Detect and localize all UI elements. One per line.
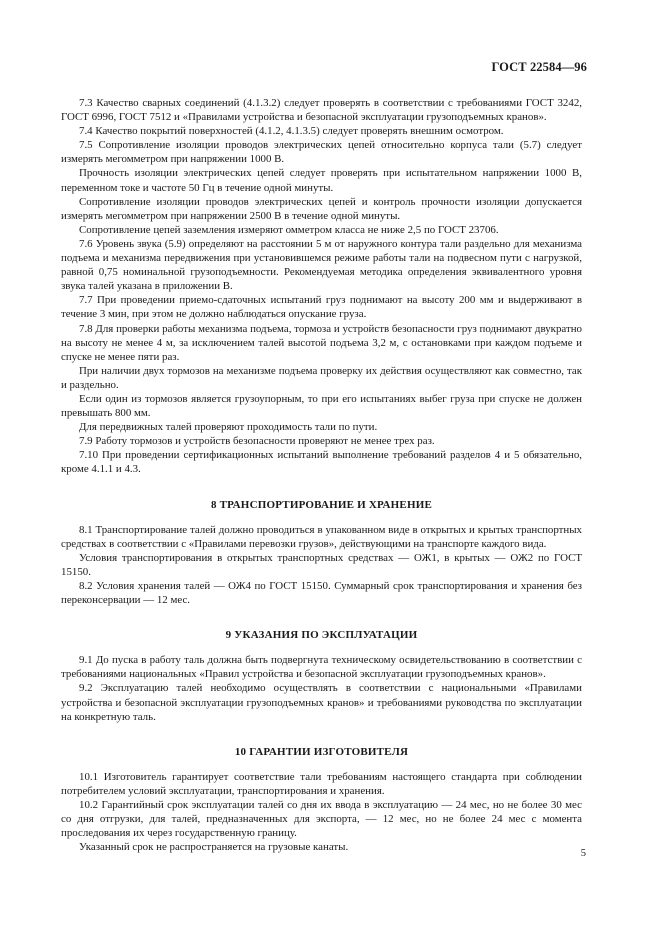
paragraph-7-4: 7.4 Качество покрытий поверхностей (4.1.2, 4.1.3.5) следует проверять внешним осмотром. (79, 125, 504, 138)
paragraph-7-5-insulation-strength: Прочность изоляции электрических цепей следует проверять при испытательном напряжении 1000 В, переменном токе и частоте 50 Гц в течение одной минуты. (61, 167, 582, 194)
document-code: ГОСТ 22584—96 (491, 60, 587, 74)
paragraph-8-2: 8.2 Условия хранения талей — ОЖ4 по ГОСТ 15150. Суммарный срок транспортирования и хранения без переконсервации — 12 мес. (61, 580, 582, 607)
paragraph-10-2: 10.2 Гарантийный срок эксплуатации талей со дня их ввода в эксплуатацию — 24 мес, но не более 30 мес со дня отгрузки, для талей, предназначенных для экспорта, — 12 мес, но не более 24 мес с момента проследования их через государственную границу. (61, 799, 582, 840)
paragraph-7-6: 7.6 Уровень звука (5.9) определяют на расстоянии 5 м от наружного контура тали раздельно для механизма подъема и механизма передвижения при установившемся режиме работы тали на подвесном пути с нагрузкой, равной 0,75 номинальной грузоподъемности. Рекомендуемая методика определения эквивалентного уровня звука талей указана в приложении В. (61, 237, 582, 293)
section-8-heading: 8 ТРАНСПОРТИРОВАНИЕ И ХРАНЕНИЕ (210, 498, 433, 511)
paragraph-8-1-conditions: Условия транспортирования в открытых транспортных средствах — ОЖ1, в крытых — ОЖ2 по ГОСТ 15150. (61, 551, 582, 578)
paragraph-7-3: 7.3 Качество сварных соединений (4.1.3.2) следует проверять в соответствии с требованиями ГОСТ 3242, ГОСТ 6996, ГОСТ 7512 и «Правилами устройства и безопасной эксплуатации грузоподъемных кранов». (61, 97, 582, 124)
paragraph-7-5-megohmmeter: Сопротивление изоляции проводов электрических цепей и контроль прочности изоляции допускается измерять мегомметром при напряжении 2500 В в течение одной минуты. (61, 195, 582, 222)
paragraph-7-7: 7.7 При проведении приемо-сдаточных испытаний груз поднимают на высоту 200 мм и выдерживают в течение 3 мин, при этом не должно наблюдаться опускание груза. (61, 294, 582, 321)
paragraph-9-2: 9.2 Эксплуатацию талей необходимо осуществлять в соответствии с национальными «Правилами устройства и безопасной эксплуатации грузоподъемных кранов» и требованиями руководства по эксплуатации на конкретную таль. (61, 682, 582, 723)
page-content (61, 96, 582, 854)
paragraph-7-8: 7.8 Для проверки работы механизма подъема, тормоза и устройств безопасности груз поднимают двукратно на высоту не менее 4 м, за исключением талей высотой подъема 3,2 м, с остановками при каждом подъеме и спуске не менее пяти раз. (61, 322, 582, 363)
section-10-heading: 10 ГАРАНТИИ ИЗГОТОВИТЕЛЯ (234, 745, 409, 758)
paragraph-10-2-ropes: Указанный срок не распространяется на грузовые канаты. (79, 841, 349, 854)
section-9-heading: 9 УКАЗАНИЯ ПО ЭКСПЛУАТАЦИИ (225, 629, 418, 642)
paragraph-7-8-mobile-hoists: Для передвижных талей проверяют проходимость тали по пути. (79, 421, 378, 434)
paragraph-7-5-grounding: Сопротивление цепей заземления измеряют омметром класса не ниже 2,5 по ГОСТ 23706. (79, 223, 499, 236)
page-number: 5 (580, 848, 586, 859)
paragraph-7-8-load-brake: Если один из тормозов является грузоупорным, то при его испытаниях выбег груза при спуске не должен превышать 800 мм. (61, 392, 582, 420)
paragraph-7-5: 7.5 Сопротивление изоляции проводов электрических цепей относительно корпуса тали (5.7) следует измерять мегомметром при напряжении 1000 В. (61, 139, 582, 166)
paragraph-9-1: 9.1 До пуска в работу таль должна быть подвергнута техническому освидетельствованию в соответствии с требованиями национальных «Правил устройства и безопасной эксплуатации грузоподъемных кранов». (61, 654, 582, 681)
paragraph-7-10: 7.10 При проведении сертификационных испытаний выполнение требований разделов 4 и 5 обязательно, кроме 4.1.1 и 4.3. (61, 449, 582, 476)
paragraph-8-1: 8.1 Транспортирование талей должно проводиться в упакованном виде в открытых и крытых транспортных средствах в соответствии с «Правилами перевозки грузов», действующими на транспорте каждого вида. (61, 523, 582, 550)
paragraph-7-8-two-brakes: При наличии двух тормозов на механизме подъема проверку их действия осуществляют как совместно, так и раздельно. (61, 364, 582, 391)
paragraph-7-9: 7.9 Работу тормозов и устройств безопасности проверяют не менее трех раз. (79, 435, 435, 448)
paragraph-10-1: 10.1 Изготовитель гарантирует соответствие тали требованиям настоящего стандарта при соблюдении потребителем условий эксплуатации, транспортирования и хранения. (61, 770, 582, 797)
